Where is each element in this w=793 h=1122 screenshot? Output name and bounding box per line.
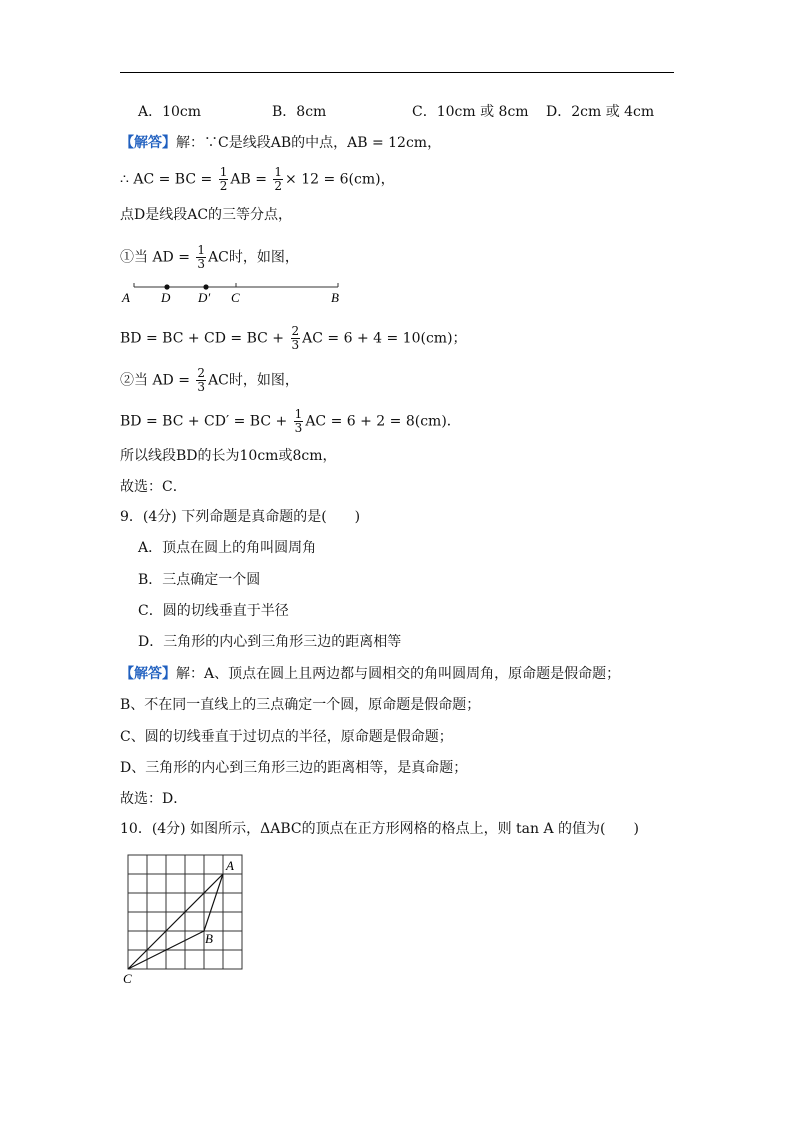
point-d bbox=[164, 284, 169, 289]
q8-solution-line3: 点D是线段AC的三等分点， bbox=[120, 207, 293, 223]
fraction: $\frac{1}{2}$ bbox=[274, 165, 283, 193]
q8-choice: 故选：C． bbox=[120, 479, 187, 495]
fraction: $\frac{1}{2}$ bbox=[219, 165, 228, 193]
q9-option-b: B．三点确定一个圆 bbox=[138, 572, 261, 588]
q8-answer-tag: 【解答】 bbox=[120, 135, 176, 151]
header-rule bbox=[120, 72, 674, 73]
q9-answer-tag: 【解答】 bbox=[120, 666, 176, 682]
q8-option-b: B．8cm bbox=[272, 104, 327, 120]
vertex-label-c: C bbox=[123, 971, 132, 986]
q8-case2: ②当 AD = $\frac{2}{3}$ AC时，如图， bbox=[120, 366, 299, 394]
label-d: D bbox=[161, 290, 171, 305]
grid-figure bbox=[118, 850, 253, 990]
vertex-label-a: A bbox=[226, 858, 234, 873]
q8-case2-calc: BD = BC + CD′ = BC + $\frac{1}{3}$ AC = 6 + 2 = 8(cm)． bbox=[120, 407, 461, 435]
q8-conclusion: 所以线段BD的长为10cm或8cm， bbox=[120, 448, 337, 464]
q8-option-c: C．10cm 或 8cm bbox=[412, 104, 529, 120]
vertex-label-b: B bbox=[205, 931, 213, 946]
fraction: $\frac{1}{3}$ bbox=[294, 407, 303, 435]
q9-choice: 故选：D． bbox=[120, 791, 188, 807]
q8-option-a: A．10cm bbox=[138, 104, 202, 120]
fraction: $\frac{2}{3}$ bbox=[291, 324, 300, 352]
q9-option-a: A．顶点在圆上的角叫圆周角 bbox=[138, 540, 317, 556]
q8-case1: ①当 AD = $\frac{1}{3}$ AC时，如图， bbox=[120, 243, 299, 271]
fraction: $\frac{1}{3}$ bbox=[197, 243, 206, 271]
q8-solution-line2: ∴ AC = BC = $\frac{1}{2}$ AB = $\frac{1}{2}$ × 12 = 6(cm)， bbox=[120, 165, 395, 193]
q8-solution-line1: 【解答】解：∵C是线段AB的中点，AB = 12cm， bbox=[120, 135, 442, 151]
q8-case1-calc: BD = BC + CD = BC + $\frac{2}{3}$ AC = 6 + 4 = 10(cm)； bbox=[120, 324, 467, 352]
q9-stem: 9．(4分) 下列命题是真命题的是( ) bbox=[120, 509, 361, 525]
point-d-prime bbox=[203, 284, 208, 289]
q9-option-c: C．圆的切线垂直于半径 bbox=[138, 603, 289, 619]
q9-solution-d: D、三角形的内心到三角形三边的距离相等，是真命题； bbox=[120, 760, 468, 776]
triangle-abc bbox=[128, 874, 223, 969]
q8-option-d: D．2cm 或 4cm bbox=[546, 104, 655, 120]
q9-solution-c: C、圆的切线垂直于过切点的半径，原命题是假命题； bbox=[120, 729, 453, 745]
fraction: $\frac{2}{3}$ bbox=[197, 366, 206, 394]
q9-solution-a: 【解答】解：A、顶点在圆上且两边都与圆相交的角叫圆周角，原命题是假命题； bbox=[120, 666, 621, 682]
label-c: C bbox=[231, 290, 240, 305]
q9-option-d: D．三角形的内心到三角形三边的距离相等 bbox=[138, 634, 402, 650]
label-a: A bbox=[122, 290, 130, 305]
label-d-prime: D′ bbox=[198, 290, 211, 305]
q10-stem: 10．(4分) 如图所示，ΔABC的顶点在正方形网格的格点上，则 tan A 的值为( ) bbox=[120, 821, 639, 837]
label-b: B bbox=[331, 290, 339, 305]
segment-diagram bbox=[118, 280, 358, 308]
q9-solution-b: B、不在同一直线上的三点确定一个圆，原命题是假命题； bbox=[120, 697, 481, 713]
